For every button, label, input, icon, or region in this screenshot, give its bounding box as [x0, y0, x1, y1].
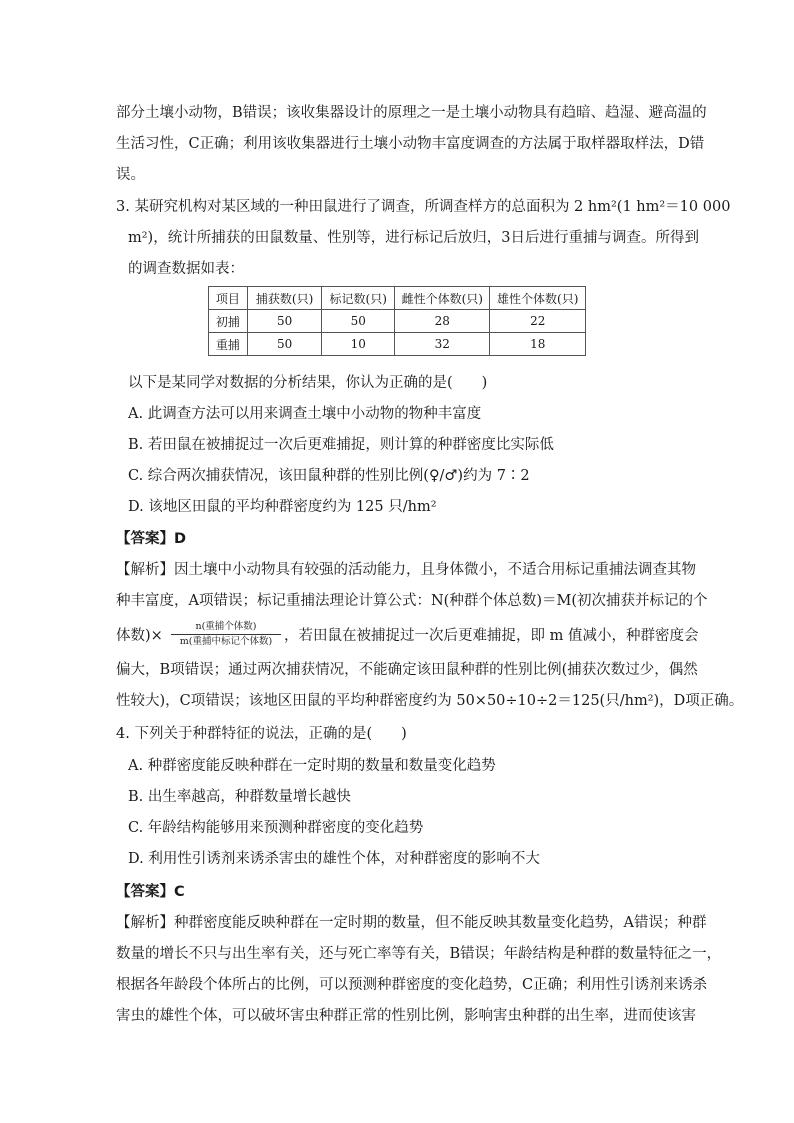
q4-explanation-line-3: 根据各年龄段个体所占的比例，可以预测种群密度的变化趋势，C正确；利用性引诱剂来诱杀	[116, 977, 708, 993]
table-row	[209, 333, 586, 356]
table-cell: 32	[395, 333, 490, 356]
intro-line-2: 生活习性，C正确；利用该收集器进行土壤小动物丰富度调查的方法属于取样器取样法，D错	[116, 136, 705, 152]
table-cell: 50	[322, 310, 395, 333]
q3-option-a: A. 此调查方法可以用来调查土壤中小动物的物种丰富度	[128, 406, 482, 422]
q3-explanation-line-4: 偏大，B项错误；通过两次捕获情况，不能确定该田鼠种群的性别比例(捕获次数过少，偶然	[116, 662, 698, 678]
q3-explanation-line-2: 种丰富度，A项错误；标记重捕法理论计算公式：N(种群个体总数)＝M(初次捕获并标记的个	[116, 593, 708, 609]
q3-question: 以下是某同学对数据的分析结果，你认为正确的是( )	[128, 375, 488, 391]
table-cell: 22	[490, 310, 586, 333]
table-cell: 18	[490, 333, 586, 356]
table-cell: 初捕	[209, 310, 248, 333]
q3-explanation-line-5: 性较大)，C项错误；该地区田鼠的平均种群密度约为 50×50÷10÷2＝125(只/hm²)，D项正确。	[116, 693, 744, 709]
table-header-cell: 项目	[209, 287, 248, 310]
q4-option-a: A. 种群密度能反映种群在一定时期的数量和数量变化趋势	[128, 758, 496, 774]
table-header-cell: 捕获数(只)	[247, 287, 322, 310]
q4-explanation-line-4: 害虫的雄性个体，可以破坏害虫种群正常的性别比例，影响害虫种群的出生率，进而使该害	[116, 1008, 696, 1024]
table-cell: 28	[395, 310, 490, 333]
formula-fraction	[171, 621, 281, 651]
q3-explanation-line-1: 【解析】因土壤中小动物具有较强的活动能力，且身体微小，不适合用标记重捕法调查其物	[116, 562, 696, 578]
table-header-cell: 标记数(只)	[322, 287, 395, 310]
table-cell: 10	[322, 333, 395, 356]
intro-line-1: 部分土壤小动物，B错误；该收集器设计的原理之一是土壤小动物具有趋暗、趋湿、避高温的	[116, 105, 707, 121]
table-cell: 50	[247, 310, 322, 333]
fraction-denominator: m(重捕中标记个体数)	[179, 636, 273, 647]
intro-line-3: 误。	[116, 167, 145, 183]
table-cell: 50	[247, 333, 322, 356]
q4-answer: 【答案】C	[116, 884, 185, 900]
table-header-cell: 雄性个体数(只)	[490, 287, 586, 310]
table-cell: 重捕	[209, 333, 248, 356]
q3-stem-line-3: 的调查数据如表：	[128, 261, 244, 277]
q3-stem-line-2: m²)，统计所捕获的田鼠数量、性别等，进行标记后放归，3日后进行重捕与调查。所得到	[128, 230, 699, 246]
survey-data-table	[208, 286, 586, 356]
q4-option-b: B. 出生率越高，种群数量增长越快	[128, 789, 351, 805]
q4-question: 4. 下列关于种群特征的说法，正确的是( )	[116, 726, 407, 742]
q3-option-c: C. 综合两次捕获情况，该田鼠种群的性别比例(♀/♂)约为 7∶2	[128, 468, 530, 484]
q4-explanation-line-1: 【解析】种群密度能反映种群在一定时期的数量，但不能反映其数量变化趋势，A错误；种群	[116, 915, 707, 931]
table-row	[209, 310, 586, 333]
q3-option-d: D. 该地区田鼠的平均种群密度约为 125 只/hm²	[128, 499, 437, 515]
q3-explanation-line-3a: 体数)×	[116, 628, 163, 644]
q3-option-b: B. 若田鼠在被捕捉过一次后更难捕捉，则计算的种群密度比实际低	[128, 437, 554, 453]
q4-explanation-line-2: 数量的增长不只与出生率有关，还与死亡率等有关，B错误；年龄结构是种群的数量特征之一，	[116, 946, 722, 962]
q3-explanation-line-3b: ，若田鼠在被捕捉过一次后更难捕捉，即 m 值减小，种群密度会	[284, 628, 699, 644]
q4-option-d: D. 利用性引诱剂来诱杀害虫的雄性个体，对种群密度的影响不大	[128, 851, 540, 867]
q3-answer: 【答案】D	[116, 531, 187, 547]
table-header-row	[209, 287, 586, 310]
fraction-numerator: n(重捕个体数)	[171, 621, 281, 635]
q3-stem-line-1: 3. 某研究机构对某区域的一种田鼠进行了调查，所调查样方的总面积为 2 hm²(1 hm²＝10 000	[116, 199, 731, 215]
q4-option-c: C. 年龄结构能够用来预测种群密度的变化趋势	[128, 820, 424, 836]
table-header-cell: 雌性个体数(只)	[395, 287, 490, 310]
